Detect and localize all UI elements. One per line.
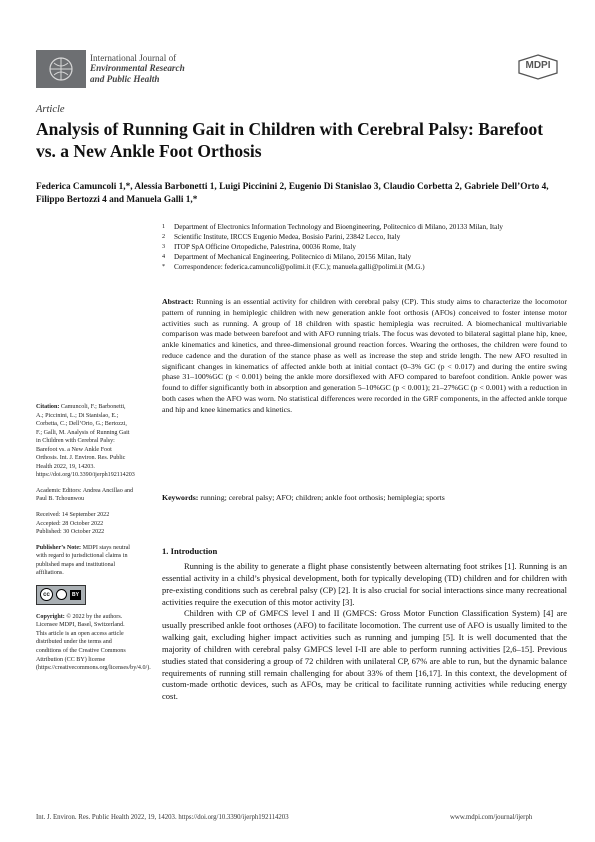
affiliation-text: Department of Electronics Information Technology and Bioengineering, Politecnico di Milano, 20133 Milan, Italy (174, 223, 503, 231)
abstract-text: Running is an essential activity for children with cerebral palsy (CP). This study aims to characterize the locomotor pattern of running in hemiplegic children with new generation ankle foot orthosis (AFOs) conceived to foster intense motor activities such as running. A group of 18 children with spastic hemiplegia was recruited. A biomechanical multivariable comparison was made between barefoot and with AFO running trials. The focus was devoted to bilateral sagittal plane hip, knee, ankle kinematics and kinetics, and three-dimensional ground reaction forces. Wearing the orthoses, the children were found to reduce cadence and the duration of the stance phase as well as increase the step and stride length. The new AFO resulted in significant changes in kinematics of affected ankle both at initial contact (0–3% GC (p < 0.017) and during the entire swing phase 31–100%GC (p < 0.001) being the ankle more dorsiflexed with AFO compared to barefoot condition. Ankle power was found to differ significantly both in absorption and generation 5–10%GC (p < 0.001); 21–27%GC (p < 0.001) with a reduction in both cases when the AFO was worn. No statistical differences were recorded in the GRF components, in the affected ankle torque and hip and knee kinematics and kinetics. (162, 297, 567, 414)
journal-name-line1: International Journal of (90, 53, 177, 63)
affiliations (162, 222, 567, 272)
citation-text: Camuncoli, F.; Barbonetti, A.; Piccinini, L.; Di Stanislao, E.; Corbetta, C.; Dell’Orto, G.; Bertozzi, F.; Galli, M. Analysis of Running Gait in Children with Cerebral Palsy: Barefoot vs. a New Ankle Foot Orthosis. Int. J. Environ. Res. Public Health 2022, 19, 14203. https://doi.org/10.3390/ijerph192114203 (36, 404, 135, 479)
sidebar (36, 403, 151, 680)
journal-name (90, 53, 230, 84)
article-type: Article (36, 104, 65, 115)
affiliation-item (162, 262, 567, 272)
affiliation-item (162, 252, 567, 262)
academic-editors: Academic Editors: Andrea Ancillao and Paul B. Tchounwou (36, 487, 134, 503)
affiliation-text: Correspondence: federica.camuncoli@polimi.it (F.C.); manuela.galli@polimi.it (M.G.) (174, 263, 425, 272)
abstract (162, 297, 567, 415)
affiliation-mark: 2 (162, 233, 166, 241)
journal-emblem-icon (36, 50, 86, 88)
keywords-text: running; cerebral palsy; AFO; children; ankle foot orthosis; hemiplegia; sports (200, 493, 445, 502)
affiliation-mark: 4 (162, 253, 166, 261)
cc-by-license-badge[interactable] (36, 585, 86, 605)
journal-name-line2: Environmental Research (90, 63, 185, 74)
intro-paragraph: Running is the ability to generate a flight phase consistently between alternating foot strikes [1]. Running is an essential activity in a child’s physical development, both for typically developing (TD) children and for children with pre-existing conditions such as cerebral palsy (CP) [2]. It is also crucial for social interactions since many recreational activities require the execution of this motor activity [3]. (162, 561, 567, 607)
publisher-note-label: Publisher’s Note: (36, 544, 82, 551)
mdpi-logo (516, 54, 560, 80)
author-list: Federica Camuncoli 1,*, Alessia Barbonetti 1, Luigi Piccinini 2, Eugenio Di Stanislao 3, Claudio Corbetta 2, Gabriele Dell’Orto 4, Filippo Bertozzi 4 and Manuela Galli 1,* (36, 182, 549, 205)
section-heading-introduction: 1. Introduction (162, 546, 218, 556)
keywords-label: Keywords: (162, 493, 199, 502)
intro-paragraph: Children with CP of GMFCS level I and II (GMFCS: Gross Motor Function Classification System) [4] are usually prescribed ankle foot orthoses (AFO) to facilitate locomotion. The current use of AFO is usually limited to the walking gait, excluding higher impact activities such as running and jumping [5]. It is well documented that the majority of children with cerebral palsy GMFCS level I-II are able to perform running activities [2,6–15]. Previous studies stated that considering a group of 72 children with unilateral CP, 67% are able to run, but the dynamic balance requirements of running still remain challenging for about 33% of them [16,17]. In this context, the development of custom-made orthotic devices, such as AFOs, may be critical to facilitate running activities while reducing energy cost. (162, 608, 567, 702)
dates-block (36, 511, 134, 537)
affiliation-mark: 3 (162, 243, 166, 251)
accepted-date: Accepted: 28 October 2022 (36, 520, 104, 527)
copyright-block (36, 613, 151, 673)
published-date: Published: 30 October 2022 (36, 529, 105, 536)
footer-journal-link[interactable]: www.mdpi.com/journal/ijerph (450, 814, 533, 821)
received-date: Received: 14 September 2022 (36, 512, 110, 519)
keywords (162, 493, 567, 504)
affiliation-item (162, 242, 567, 252)
by-label: BY (70, 590, 81, 601)
journal-name-line3: and Public Health (90, 73, 160, 84)
copyright-text: © 2022 by the authors. Licensee MDPI, Basel, Switzerland. This article is an open access article distributed under the terms and conditions of the Creative Commons Attribution (CC BY) license (https://creativecommons.org/licenses/by/4.0/). (36, 613, 151, 672)
affiliation-mark: * (162, 263, 166, 271)
introduction-body (162, 561, 567, 703)
abstract-label: Abstract: (162, 297, 194, 306)
footer-citation: Int. J. Environ. Res. Public Health 2022, 19, 14203. https://doi.org/10.3390/ijerph192114203 (36, 814, 289, 821)
article-title: Analysis of Running Gait in Children with Cerebral Palsy: Barefoot vs. a New Ankle Foot Orthosis (36, 119, 544, 161)
attribution-person-icon (56, 589, 67, 600)
affiliation-item (162, 222, 567, 232)
copyright-label: Copyright: (36, 613, 65, 620)
publisher-note (36, 544, 134, 578)
citation-block (36, 403, 134, 480)
creative-commons-icon: cc (40, 588, 53, 601)
affiliation-text: Scientific Institute, IRCCS Eugenio Medea, Bosisio Parini, 23842 Lecco, Italy (174, 233, 401, 242)
affiliation-item (162, 232, 567, 242)
citation-label: Citation: (36, 404, 60, 410)
mdpi-logo-text: MDPI (525, 60, 551, 71)
journal-logo (36, 50, 86, 88)
publisher-note-text: MDPI stays neutral with regard to jurisdictional claims in published maps and institutional affiliations. (36, 544, 130, 577)
affiliation-text: Department of Mechanical Engineering, Politecnico di Milano, 20156 Milan, Italy (174, 253, 412, 262)
affiliation-text: ITOP SpA Officine Ortopediche, Palestrina, 00036 Rome, Italy (174, 243, 356, 252)
affiliation-mark: 1 (162, 223, 166, 230)
